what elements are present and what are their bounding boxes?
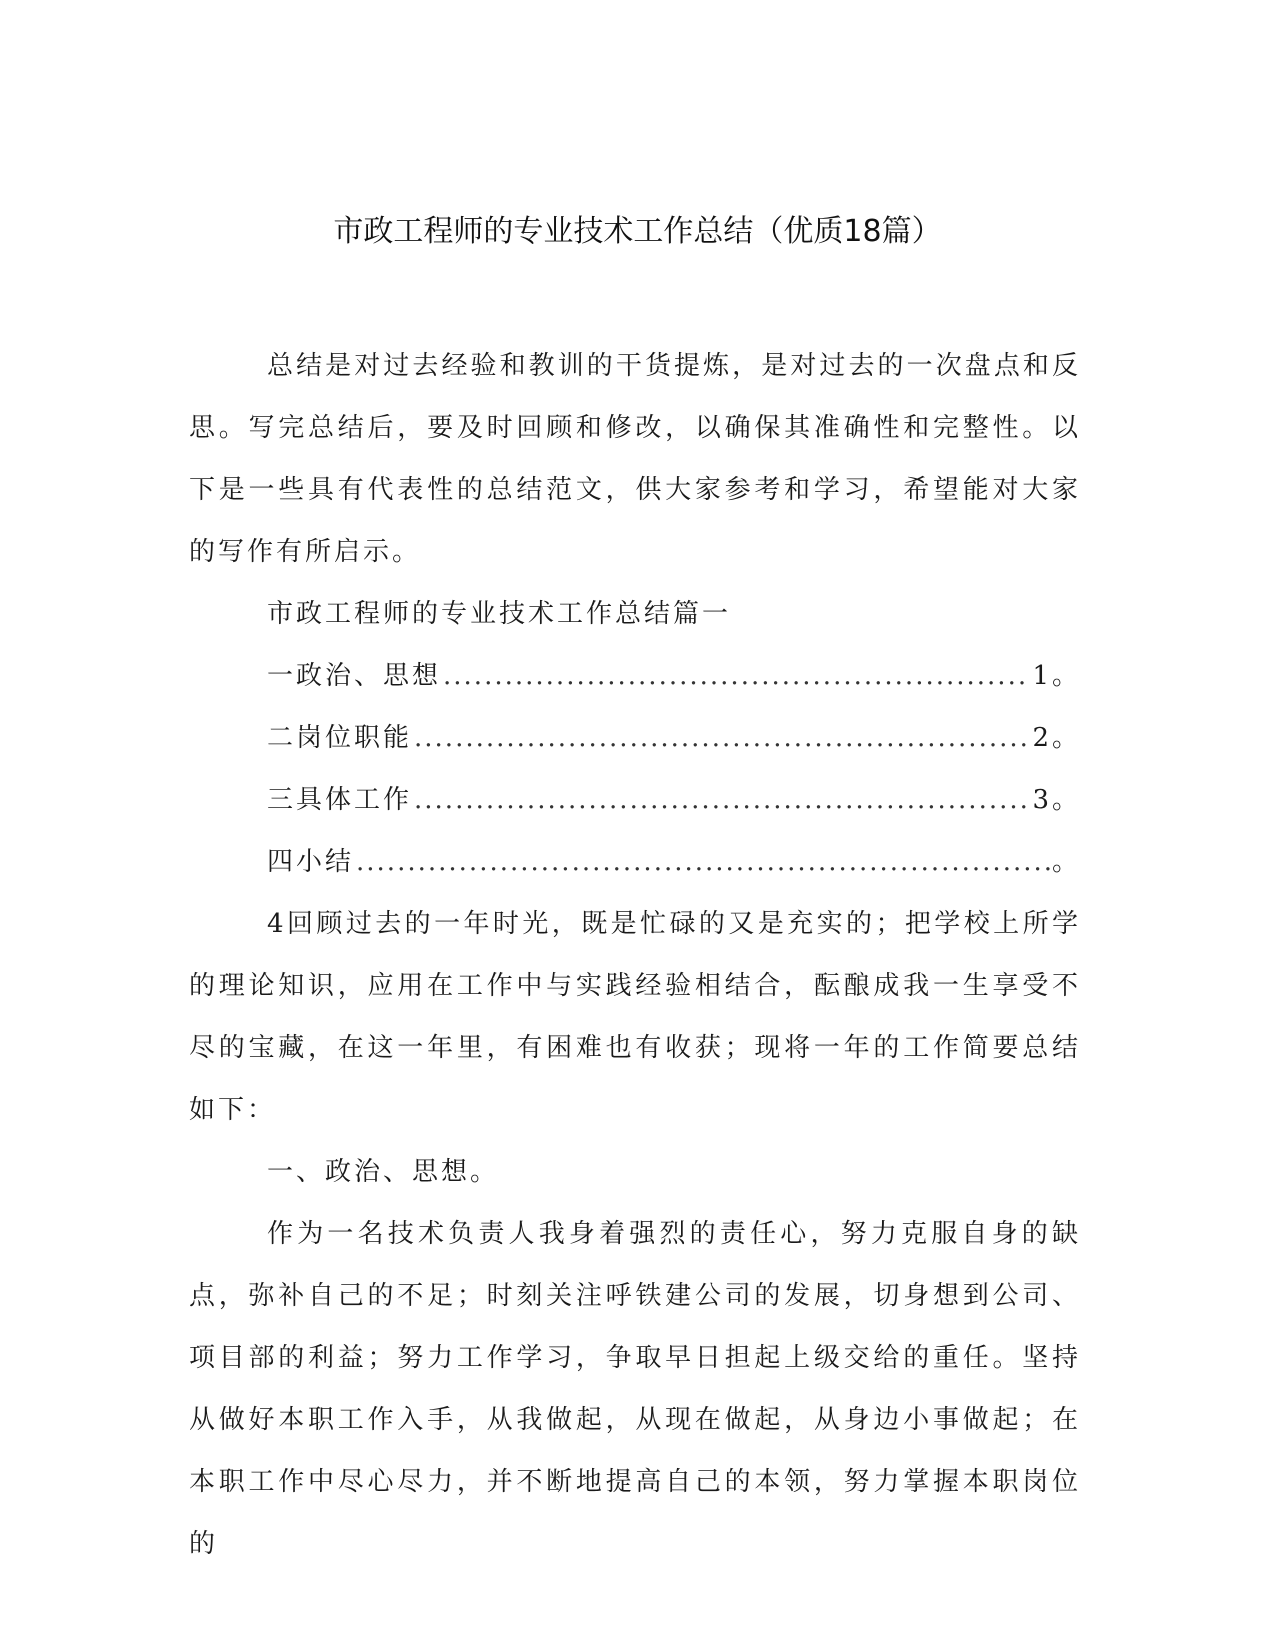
toc-entry [189, 769, 1081, 831]
toc-entry-label: 一政治、思想 [267, 661, 442, 691]
body-paragraph: 作为一名技术负责人我身着强烈的责任心，努力克服自身的缺点，弥补自己的不足；时刻关注呼铁建公司的发展，切身想到公司、项目部的利益；努力工作学习，争取早日担起上级交给的重任。坚持从做好本职工作入手，从我做起，从现在做起，从身边小事做起；在本职工作中尽心尽力，并不断地提高自己的本领，努力掌握本职岗位的 [189, 1219, 1081, 1559]
toc-entry-label: 三具体工作 [267, 785, 413, 815]
toc-leader-dots [414, 707, 1030, 769]
document-body [189, 335, 1081, 1575]
section-heading: 市政工程师的专业技术工作总结篇一 [267, 599, 732, 629]
toc-entry [189, 707, 1081, 769]
toc-entry [189, 645, 1081, 707]
toc-entry-page: 2。 [1032, 723, 1081, 753]
toc-leader-dots [414, 769, 1030, 831]
toc-leader-dots [443, 645, 1030, 707]
toc-entry-label: 四小结 [267, 847, 355, 877]
toc-entry-page: 。 [1051, 847, 1081, 877]
body-paragraph: 4回顾过去的一年时光，既是忙碌的又是充实的；把学校上所学的理论知识，应用在工作中与实践经验相结合，酝酿成我一生享受不尽的宝藏，在这一年里，有困难也有收获；现将一年的工作简要总结如下： [189, 909, 1081, 1125]
toc-leader-dots [356, 831, 1050, 893]
intro-paragraph: 总结是对过去经验和教训的干货提炼，是对过去的一次盘点和反思。写完总结后，要及时回顾和修改，以确保其准确性和完整性。以下是一些具有代表性的总结范文，供大家参考和学习，希望能对大家的写作有所启示。 [189, 351, 1081, 567]
toc-entry-page: 1。 [1032, 661, 1081, 691]
toc-entry-page: 3。 [1032, 785, 1081, 815]
subheading: 一、政治、思想。 [267, 1157, 500, 1187]
document-title: 市政工程师的专业技术工作总结（优质18篇） [333, 214, 942, 249]
toc-entry [189, 831, 1081, 893]
toc-entry-label: 二岗位职能 [267, 723, 413, 753]
